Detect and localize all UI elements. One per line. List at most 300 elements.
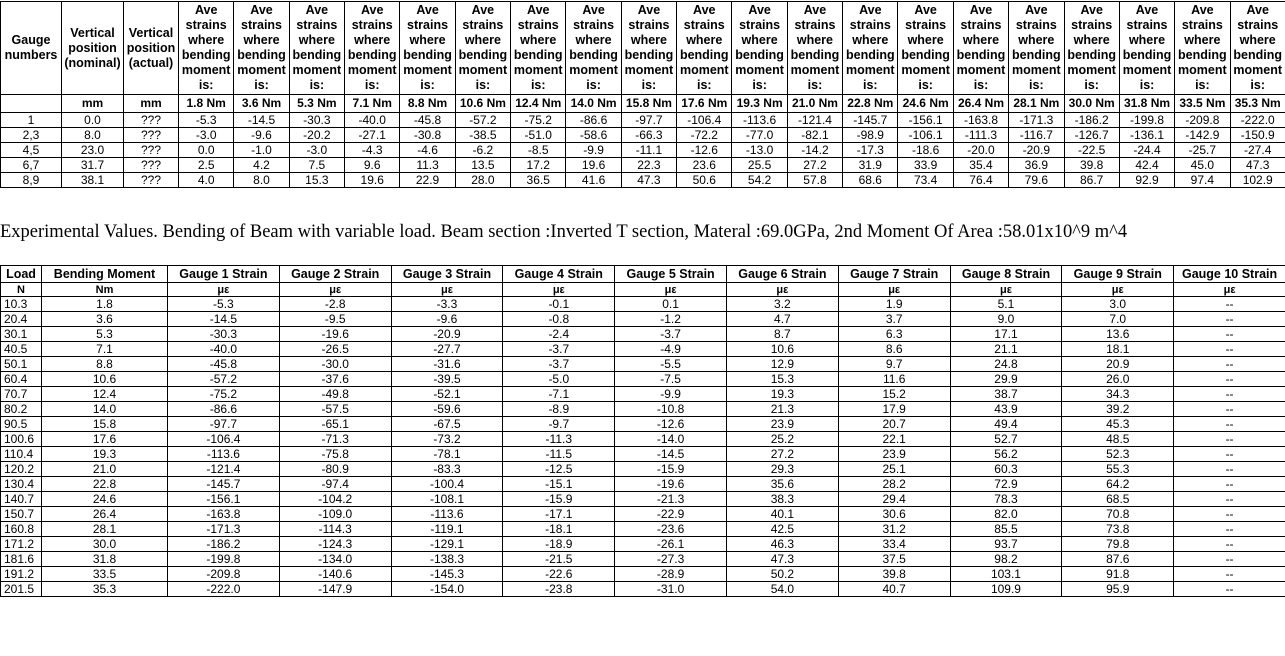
table-cell: -14.5 xyxy=(615,447,727,462)
table-row xyxy=(1,432,1285,447)
table-cell: -2.8 xyxy=(279,297,391,312)
table-row xyxy=(1,357,1285,372)
table-cell: -27.4 xyxy=(1230,143,1285,158)
table-cell: 80.2 xyxy=(1,402,42,417)
table-cell: -4.9 xyxy=(615,342,727,357)
table-cell: -154.0 xyxy=(391,582,503,597)
table-row xyxy=(1,447,1285,462)
table-cell: -5.3 xyxy=(168,297,280,312)
table-cell: -14.5 xyxy=(234,113,289,128)
table-cell: -25.7 xyxy=(1175,143,1230,158)
table-cell: ??? xyxy=(124,113,179,128)
table-cell: 28.0 xyxy=(455,173,510,188)
table-cell: -116.7 xyxy=(1009,128,1064,143)
table-cell: -57.2 xyxy=(455,113,510,128)
table-cell: 4.0 xyxy=(179,173,234,188)
table-cell: ??? xyxy=(124,143,179,158)
table-cell: 0.0 xyxy=(62,113,124,128)
table-cell: 29.4 xyxy=(838,492,950,507)
table-cell: -- xyxy=(1174,552,1285,567)
table-cell: -23.8 xyxy=(503,582,615,597)
table-cell: 45.3 xyxy=(1062,417,1174,432)
table-cell: -3.0 xyxy=(289,143,344,158)
table-cell: -- xyxy=(1174,507,1285,522)
table-cell: -18.6 xyxy=(898,143,953,158)
table-cell: ??? xyxy=(124,173,179,188)
table-cell: 13.6 xyxy=(1062,327,1174,342)
table-cell: -11.3 xyxy=(503,432,615,447)
table1-header-cell: Vertical position (nominal) xyxy=(62,2,124,95)
table-cell: 15.3 xyxy=(726,372,838,387)
table2-unit-cell: με xyxy=(950,283,1062,297)
table-cell: -- xyxy=(1174,537,1285,552)
table-cell: 54.2 xyxy=(732,173,787,188)
table-cell: -6.2 xyxy=(455,143,510,158)
table-cell: 6,7 xyxy=(1,158,62,173)
table-cell: -145.3 xyxy=(391,567,503,582)
table1-unit-cell: 7.1 Nm xyxy=(345,95,400,113)
table-cell: -134.0 xyxy=(279,552,391,567)
table-cell: -20.9 xyxy=(1009,143,1064,158)
table-cell: -- xyxy=(1174,402,1285,417)
table-cell: 93.7 xyxy=(950,537,1062,552)
table-cell: -- xyxy=(1174,327,1285,342)
table1-header-cell: Ave strains where bending moment is: xyxy=(732,2,787,95)
table1-unit-cell: 3.6 Nm xyxy=(234,95,289,113)
table-cell: -9.5 xyxy=(279,312,391,327)
table1-header-cell: Ave strains where bending moment is: xyxy=(566,2,621,95)
table-cell: 79.8 xyxy=(1062,537,1174,552)
table-cell: 1.9 xyxy=(838,297,950,312)
table1-header-cell: Ave strains where bending moment is: xyxy=(1119,2,1174,95)
table-cell: -57.2 xyxy=(168,372,280,387)
table-cell: 21.1 xyxy=(950,342,1062,357)
table-cell: -18.1 xyxy=(503,522,615,537)
table-cell: 60.4 xyxy=(1,372,42,387)
table-cell: 76.4 xyxy=(953,173,1008,188)
table-cell: -186.2 xyxy=(1064,113,1119,128)
table-cell: -9.9 xyxy=(566,143,621,158)
table-row xyxy=(1,312,1285,327)
table-cell: -22.5 xyxy=(1064,143,1119,158)
table-cell: -156.1 xyxy=(898,113,953,128)
table-cell: -113.6 xyxy=(391,507,503,522)
table-cell: 100.6 xyxy=(1,432,42,447)
table2-header-row xyxy=(1,266,1285,283)
table-cell: 21.0 xyxy=(42,462,168,477)
table-cell: -106.4 xyxy=(677,113,732,128)
table-cell: -17.1 xyxy=(503,507,615,522)
table-cell: 45.0 xyxy=(1175,158,1230,173)
table-cell: 201.5 xyxy=(1,582,42,597)
table-cell: -40.0 xyxy=(345,113,400,128)
table1-header-cell: Ave strains where bending moment is: xyxy=(787,2,842,95)
table-row xyxy=(1,143,1285,158)
table-cell: 26.0 xyxy=(1062,372,1174,387)
table2-header-cell: Gauge 5 Strain xyxy=(615,266,727,283)
table-cell: 3.0 xyxy=(1062,297,1174,312)
table-cell: 50.1 xyxy=(1,357,42,372)
table-cell: 24.6 xyxy=(42,492,168,507)
table1-header-cell: Vertical position (actual) xyxy=(124,2,179,95)
table-cell: -199.8 xyxy=(1119,113,1174,128)
table-cell: 17.9 xyxy=(838,402,950,417)
table-cell: -10.8 xyxy=(615,402,727,417)
table-cell: 15.3 xyxy=(289,173,344,188)
table-cell: 64.2 xyxy=(1062,477,1174,492)
table-cell: -65.1 xyxy=(279,417,391,432)
table-cell: 18.1 xyxy=(1062,342,1174,357)
table-cell: -57.5 xyxy=(279,402,391,417)
table-cell: 97.4 xyxy=(1175,173,1230,188)
table-cell: -145.7 xyxy=(843,113,898,128)
table-cell: -78.1 xyxy=(391,447,503,462)
table-cell: -15.9 xyxy=(615,462,727,477)
table-row xyxy=(1,462,1285,477)
table-cell: 85.5 xyxy=(950,522,1062,537)
table-row xyxy=(1,327,1285,342)
table-cell: -7.5 xyxy=(615,372,727,387)
table1-header-cell: Ave strains where bending moment is: xyxy=(1175,2,1230,95)
table1-header-cell: Ave strains where bending moment is: xyxy=(345,2,400,95)
table-cell: 23.6 xyxy=(677,158,732,173)
table-cell: 26.4 xyxy=(42,507,168,522)
table-cell: -- xyxy=(1174,312,1285,327)
table-cell: 68.5 xyxy=(1062,492,1174,507)
table-cell: -26.5 xyxy=(279,342,391,357)
experimental-values-table xyxy=(0,265,1285,597)
table-cell: 22.8 xyxy=(42,477,168,492)
table-cell: -11.1 xyxy=(621,143,676,158)
table-cell: 41.6 xyxy=(566,173,621,188)
table-cell: -163.8 xyxy=(953,113,1008,128)
table-cell: -- xyxy=(1174,522,1285,537)
table-cell: -5.3 xyxy=(179,113,234,128)
table-cell: 73.8 xyxy=(1062,522,1174,537)
table-cell: -1.2 xyxy=(615,312,727,327)
table-cell: -163.8 xyxy=(168,507,280,522)
table-row xyxy=(1,552,1285,567)
table-cell: 33.5 xyxy=(42,567,168,582)
table-cell: -142.9 xyxy=(1175,128,1230,143)
table-cell: 12.9 xyxy=(726,357,838,372)
table-cell: 11.3 xyxy=(400,158,455,173)
table1-unit-cell: 12.4 Nm xyxy=(511,95,566,113)
table-row xyxy=(1,402,1285,417)
table-cell: 98.2 xyxy=(950,552,1062,567)
table-cell: 27.2 xyxy=(726,447,838,462)
table-cell: 109.9 xyxy=(950,582,1062,597)
table-cell: 70.8 xyxy=(1062,507,1174,522)
table-cell: 52.3 xyxy=(1062,447,1174,462)
table1-unit-cell: 31.8 Nm xyxy=(1119,95,1174,113)
table-cell: -71.3 xyxy=(279,432,391,447)
table-cell: 56.2 xyxy=(950,447,1062,462)
table-cell: -21.5 xyxy=(503,552,615,567)
table-cell: -121.4 xyxy=(787,113,842,128)
table-cell: -49.8 xyxy=(279,387,391,402)
table-cell: -31.0 xyxy=(615,582,727,597)
table-cell: 82.0 xyxy=(950,507,1062,522)
table-cell: -26.1 xyxy=(615,537,727,552)
table-cell: -8.9 xyxy=(503,402,615,417)
table-cell: -104.2 xyxy=(279,492,391,507)
table-cell: -209.8 xyxy=(168,567,280,582)
experiment-caption: Experimental Values. Bending of Beam with variable load. Beam section :Inverted T section, Materal :69.0GPa, 2nd Moment Of Area :58.01x10^9 m^4 xyxy=(0,222,1128,242)
table-cell: -- xyxy=(1174,417,1285,432)
table-cell: -19.6 xyxy=(279,327,391,342)
table-cell: -9.9 xyxy=(615,387,727,402)
table-cell: 8.0 xyxy=(62,128,124,143)
table-cell: 9.6 xyxy=(345,158,400,173)
table-row xyxy=(1,417,1285,432)
table-cell: -97.4 xyxy=(279,477,391,492)
table-cell: 90.5 xyxy=(1,417,42,432)
table-cell: ??? xyxy=(124,128,179,143)
table-cell: 40.1 xyxy=(726,507,838,522)
table-cell: -- xyxy=(1174,372,1285,387)
table-cell: -39.5 xyxy=(391,372,503,387)
table-cell: 10.6 xyxy=(726,342,838,357)
table-cell: -- xyxy=(1174,297,1285,312)
table2-unit-cell: με xyxy=(1062,283,1174,297)
table-cell: -3.7 xyxy=(615,327,727,342)
table-cell: 21.3 xyxy=(726,402,838,417)
table-cell: -37.6 xyxy=(279,372,391,387)
table1-unit-cell: 24.6 Nm xyxy=(898,95,953,113)
table1-header-cell: Ave strains where bending moment is: xyxy=(621,2,676,95)
table-cell: -- xyxy=(1174,432,1285,447)
table1-header-cell: Ave strains where bending moment is: xyxy=(400,2,455,95)
table-row xyxy=(1,173,1285,188)
table-cell: -20.2 xyxy=(289,128,344,143)
table2-unit-cell: N xyxy=(1,283,42,297)
table-cell: -30.3 xyxy=(289,113,344,128)
table-cell: 46.3 xyxy=(726,537,838,552)
table-cell: -129.1 xyxy=(391,537,503,552)
table-cell: -3.3 xyxy=(391,297,503,312)
table1-unit-cell: 5.3 Nm xyxy=(289,95,344,113)
table-cell: 4,5 xyxy=(1,143,62,158)
table-cell: -45.8 xyxy=(400,113,455,128)
table-cell: -15.9 xyxy=(503,492,615,507)
table-cell: -222.0 xyxy=(168,582,280,597)
table-cell: 55.3 xyxy=(1062,462,1174,477)
table2-header-cell: Gauge 2 Strain xyxy=(279,266,391,283)
table-cell: -31.6 xyxy=(391,357,503,372)
table-cell: -17.3 xyxy=(843,143,898,158)
table-cell: 43.9 xyxy=(950,402,1062,417)
table-cell: 12.4 xyxy=(42,387,168,402)
table-cell: 120.2 xyxy=(1,462,42,477)
table-cell: 48.5 xyxy=(1062,432,1174,447)
table-cell: 30.0 xyxy=(42,537,168,552)
table-cell: 92.9 xyxy=(1119,173,1174,188)
table1-header-cell: Ave strains where bending moment is: xyxy=(1230,2,1285,95)
table-cell: 70.7 xyxy=(1,387,42,402)
table-cell: -73.2 xyxy=(391,432,503,447)
table1-header-cell: Ave strains where bending moment is: xyxy=(843,2,898,95)
table-cell: -5.0 xyxy=(503,372,615,387)
table-cell: 36.9 xyxy=(1009,158,1064,173)
table1-header-cell: Ave strains where bending moment is: xyxy=(898,2,953,95)
table-cell: -86.6 xyxy=(566,113,621,128)
table1-unit-cell: mm xyxy=(62,95,124,113)
table-cell: -45.8 xyxy=(168,357,280,372)
table-cell: 47.3 xyxy=(726,552,838,567)
table-cell: -140.6 xyxy=(279,567,391,582)
table1-unit-cell: 26.4 Nm xyxy=(953,95,1008,113)
table-cell: -199.8 xyxy=(168,552,280,567)
table-cell: 31.8 xyxy=(42,552,168,567)
table-cell: 181.6 xyxy=(1,552,42,567)
table-cell: 15.8 xyxy=(42,417,168,432)
table-cell: -4.6 xyxy=(400,143,455,158)
table1-unit-cell xyxy=(1,95,62,113)
table-cell: 54.0 xyxy=(726,582,838,597)
table-cell: -38.5 xyxy=(455,128,510,143)
table2-unit-cell: με xyxy=(503,283,615,297)
table-cell: -222.0 xyxy=(1230,113,1285,128)
table-cell: -13.0 xyxy=(732,143,787,158)
table-row xyxy=(1,507,1285,522)
table-cell: 47.3 xyxy=(1230,158,1285,173)
table-cell: 15.2 xyxy=(838,387,950,402)
table-cell: -171.3 xyxy=(168,522,280,537)
table1-body xyxy=(1,113,1285,188)
table-cell: -7.1 xyxy=(503,387,615,402)
table-cell: -8.5 xyxy=(511,143,566,158)
table-cell: 25.2 xyxy=(726,432,838,447)
table-cell: -0.8 xyxy=(503,312,615,327)
table2-unit-cell: με xyxy=(279,283,391,297)
table1-unit-cell: 10.6 Nm xyxy=(455,95,510,113)
table-cell: 8.8 xyxy=(42,357,168,372)
table-cell: 42.5 xyxy=(726,522,838,537)
table-row xyxy=(1,537,1285,552)
table-cell: -30.0 xyxy=(279,357,391,372)
table-cell: -75.2 xyxy=(511,113,566,128)
table2-header-cell: Bending Moment xyxy=(42,266,168,283)
table-cell: 20.9 xyxy=(1062,357,1174,372)
gauge-strain-summary-table xyxy=(0,1,1285,188)
table-cell: 11.6 xyxy=(838,372,950,387)
table-cell: -23.6 xyxy=(615,522,727,537)
table-cell: -138.3 xyxy=(391,552,503,567)
table-cell: 60.3 xyxy=(950,462,1062,477)
table-cell: -3.0 xyxy=(179,128,234,143)
table1-unit-cell: 33.5 Nm xyxy=(1175,95,1230,113)
table1-unit-cell: 19.3 Nm xyxy=(732,95,787,113)
table-cell: 6.3 xyxy=(838,327,950,342)
table-cell: 0.0 xyxy=(179,143,234,158)
table-cell: -136.1 xyxy=(1119,128,1174,143)
table1-unit-cell: 8.8 Nm xyxy=(400,95,455,113)
table1-header-cell: Gauge numbers xyxy=(1,2,62,95)
table-cell: -121.4 xyxy=(168,462,280,477)
table-cell: 19.3 xyxy=(726,387,838,402)
table-cell: 42.4 xyxy=(1119,158,1174,173)
table-cell: -20.0 xyxy=(953,143,1008,158)
table-cell: -27.1 xyxy=(345,128,400,143)
table-cell: 10.3 xyxy=(1,297,42,312)
table-cell: -113.6 xyxy=(168,447,280,462)
table1-header-cell: Ave strains where bending moment is: xyxy=(289,2,344,95)
table-cell: -72.2 xyxy=(677,128,732,143)
table-cell: 79.6 xyxy=(1009,173,1064,188)
table-cell: 17.2 xyxy=(511,158,566,173)
table-cell: -40.0 xyxy=(168,342,280,357)
table1-unit-cell: 17.6 Nm xyxy=(677,95,732,113)
table-cell: 91.8 xyxy=(1062,567,1174,582)
table-cell: 33.9 xyxy=(898,158,953,173)
table2-header-cell: Gauge 6 Strain xyxy=(726,266,838,283)
table-cell: 28.1 xyxy=(42,522,168,537)
table-cell: -15.1 xyxy=(503,477,615,492)
table-cell: -27.7 xyxy=(391,342,503,357)
table-cell: 3.2 xyxy=(726,297,838,312)
table-cell: 7.1 xyxy=(42,342,168,357)
table-cell: 23.0 xyxy=(62,143,124,158)
table-cell: -209.8 xyxy=(1175,113,1230,128)
table2-header-cell: Gauge 1 Strain xyxy=(168,266,280,283)
table2-header-cell: Gauge 8 Strain xyxy=(950,266,1062,283)
table-cell: 25.1 xyxy=(838,462,950,477)
table-cell: 31.2 xyxy=(838,522,950,537)
table2-unit-cell: με xyxy=(615,283,727,297)
table-cell: 140.7 xyxy=(1,492,42,507)
table2-unit-cell: με xyxy=(726,283,838,297)
table-cell: 13.5 xyxy=(455,158,510,173)
table-cell: -113.6 xyxy=(732,113,787,128)
table-row xyxy=(1,387,1285,402)
table-cell: -66.3 xyxy=(621,128,676,143)
table-row xyxy=(1,522,1285,537)
table-cell: -3.7 xyxy=(503,357,615,372)
table-cell: -106.1 xyxy=(898,128,953,143)
table1-unit-cell: 14.0 Nm xyxy=(566,95,621,113)
table-cell: -100.4 xyxy=(391,477,503,492)
table-cell: 1 xyxy=(1,113,62,128)
table-cell: 9.0 xyxy=(950,312,1062,327)
table-cell: 33.4 xyxy=(838,537,950,552)
table-cell: 8.7 xyxy=(726,327,838,342)
table-cell: -24.4 xyxy=(1119,143,1174,158)
table-cell: -- xyxy=(1174,567,1285,582)
table-cell: 24.8 xyxy=(950,357,1062,372)
table-cell: 8,9 xyxy=(1,173,62,188)
table1-unit-cell: 15.8 Nm xyxy=(621,95,676,113)
table2-header-cell: Gauge 10 Strain xyxy=(1174,266,1285,283)
table-cell: 2.5 xyxy=(179,158,234,173)
table-cell: -- xyxy=(1174,462,1285,477)
table-cell: 103.1 xyxy=(950,567,1062,582)
table2-header-cell: Gauge 9 Strain xyxy=(1062,266,1174,283)
table-row xyxy=(1,158,1285,173)
table-cell: 38.1 xyxy=(62,173,124,188)
table-cell: 35.6 xyxy=(726,477,838,492)
table-cell: 171.2 xyxy=(1,537,42,552)
table-cell: 14.0 xyxy=(42,402,168,417)
table-cell: -119.1 xyxy=(391,522,503,537)
table-cell: -- xyxy=(1174,342,1285,357)
table-cell: -77.0 xyxy=(732,128,787,143)
table-cell: 7.5 xyxy=(289,158,344,173)
table-cell: -18.9 xyxy=(503,537,615,552)
table-row xyxy=(1,582,1285,597)
table1-header-cell: Ave strains where bending moment is: xyxy=(234,2,289,95)
table-cell: -28.9 xyxy=(615,567,727,582)
